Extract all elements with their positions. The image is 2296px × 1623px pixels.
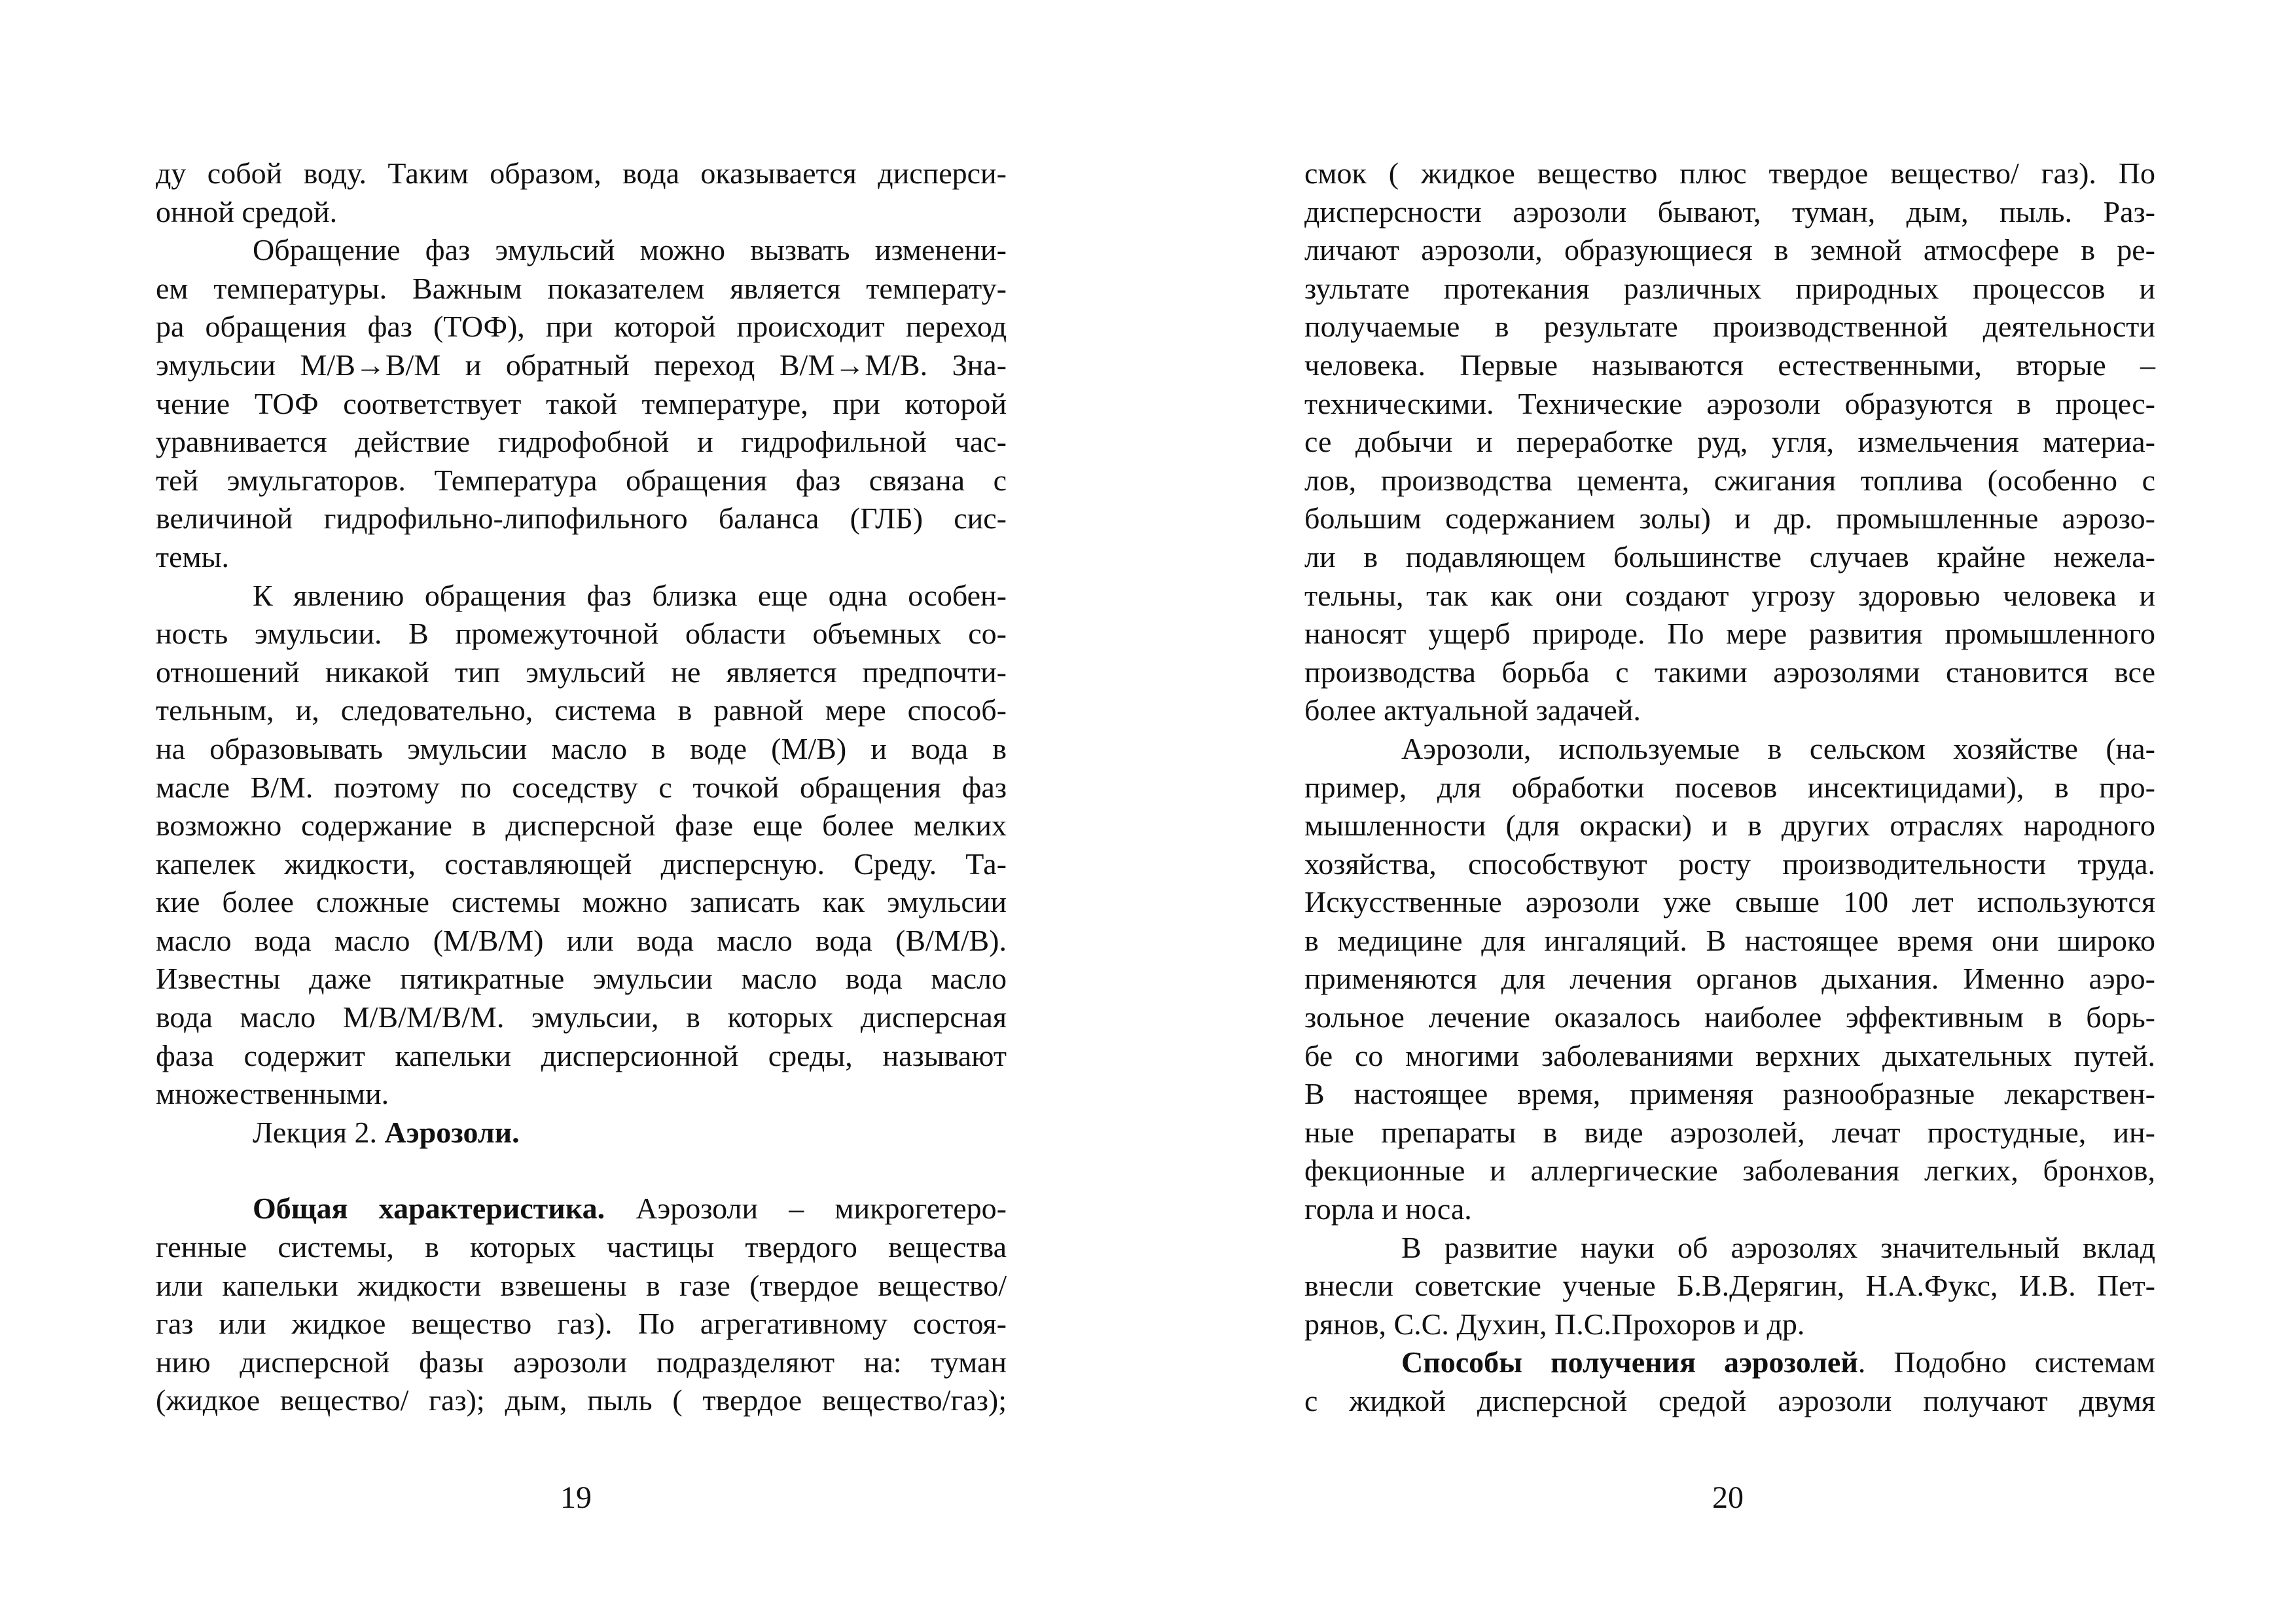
text-line: чение ТОФ соответствует такой температуре, при которой [156, 386, 1007, 420]
text-line: бе со многими заболеваниями верхних дыхательных путей. [1304, 1038, 2155, 1072]
text-line: онной средой. [156, 194, 338, 228]
text-line: ра обращения фаз (ТОФ), при которой происходит переход [156, 310, 1007, 344]
text-line: пример, для обработки посевов инсектицидами), в про- [1304, 770, 2155, 804]
text-line: техническими. Технические аэрозоли образуются в процес- [1304, 386, 2155, 420]
text-line: в медицине для ингаляций. В настоящее время они широко [1304, 923, 2155, 957]
text-line: отношений никакой тип эмульсий не является предпочти- [156, 655, 1007, 689]
text-line: ность эмульсии. В промежуточной области объемных со- [156, 617, 1007, 651]
text-line: масле В/М. поэтому по соседству с точкой обращения фаз [156, 770, 1007, 804]
text-line: применяются для лечения органов дыхания. Именно аэро- [1304, 962, 2155, 996]
text-line: фаза содержит капельки дисперсионной среды, называют [156, 1038, 1007, 1072]
text-line: производства борьба с такими аэрозолями становится все [1304, 655, 2155, 689]
text-line: В настоящее время, применяя разнообразные лекарствен- [1304, 1077, 2155, 1111]
right-page [1304, 155, 2155, 1421]
text-line: тельным, и, следовательно, система в равной мере способ- [156, 693, 1007, 727]
text-line: се добычи и переработке руд, угля, измельчения материа- [1304, 425, 2155, 459]
text-line: тельны, так как они создают угрозу здоровью человека и [1304, 578, 2155, 612]
text-line: тей эмульгаторов. Температура обращения фаз связана с [156, 463, 1007, 497]
section-title: Общая характеристика. [253, 1192, 605, 1226]
text-line: вода масло М/В/М/В/М. эмульсии, в которых дисперсная [156, 1000, 1007, 1034]
text-line: нию дисперсной фазы аэрозоли подразделяют на: туман [156, 1345, 1007, 1379]
text-line: темы. [156, 539, 230, 574]
page-number-right: 20 [1712, 1480, 1744, 1515]
text-line: В развитие науки об аэрозолях значительный вклад [1401, 1230, 2155, 1264]
text-line: фекционные и аллергические заболевания легких, бронхов, [1304, 1154, 2155, 1188]
text-line: (жидкое вещество/ газ); дым, пыль ( твердое вещество/газ); [156, 1383, 1007, 1417]
text-line: дисперсности аэрозоли бывают, туман, дым, пыль. Раз- [1304, 194, 2155, 228]
section-heading-line [1304, 1343, 2155, 1382]
text-line: Искусственные аэрозоли уже свыше 100 лет используются [1304, 885, 2155, 919]
text-line: зольное лечение оказалось наиболее эффективным в борь- [1304, 1000, 2155, 1034]
text-line: получаемые в результате производственной деятельности [1304, 310, 2155, 344]
text-line: смок ( жидкое вещество плюс твердое вещество/ газ). По [1304, 156, 2155, 190]
text-line: ду собой воду. Таким образом, вода оказывается дисперси- [156, 156, 1007, 190]
text-line: капелек жидкости, составляющей дисперсную. Среду. Та- [156, 847, 1007, 881]
text-line: генные системы, в которых частицы твердого вещества [156, 1230, 1007, 1264]
text-line: масло вода масло (М/В/М) или вода масло вода (В/М/В). [156, 923, 1007, 957]
text-line: рянов, С.С. Духин, П.С.Прохоров и др. [1304, 1307, 1805, 1341]
section-text: . Подобно системам [1857, 1345, 2155, 1379]
text-line: возможно содержание в дисперсной фазе еще более мелких [156, 809, 1007, 843]
section-title: Способы получения аэрозолей [1401, 1345, 1858, 1379]
lecture-heading [156, 1114, 1007, 1152]
text-line: с жидкой дисперсной средой аэрозоли получают двумя [1304, 1384, 2155, 1417]
text-line: Аэрозоли, используемые в сельском хозяйстве (на- [1401, 731, 2155, 765]
text-line: личают аэрозоли, образующиеся в земной атмосфере в ре- [1304, 233, 2155, 267]
page-number-left: 19 [560, 1480, 592, 1515]
text-line: кие более сложные системы можно записать как эмульсии [156, 885, 1007, 919]
lecture-title: Аэрозоли. [384, 1115, 520, 1149]
text-line: Известны даже пятикратные эмульсии масло вода масло [156, 962, 1007, 996]
text-line: большим содержанием золы) и др. промышленные аэрозо- [1304, 501, 2155, 536]
text-line: наносят ущерб природе. По мере развития промышленного [1304, 617, 2155, 651]
lecture-prefix: Лекция 2. [253, 1115, 385, 1149]
text-line: ные препараты в виде аэрозолей, лечат простудные, ин- [1304, 1115, 2155, 1149]
section-heading-line [156, 1190, 1007, 1228]
text-line: ем температуры. Важным показателем является температу- [156, 271, 1007, 305]
text-line: лов, производства цемента, сжигания топлива (особенно с [1304, 463, 2155, 497]
text-line: мышленности (для окраски) и в других отраслях народного [1304, 809, 2155, 843]
text-line: горла и носа. [1304, 1192, 1472, 1226]
text-line: ли в подавляющем большинстве случаев крайне нежела- [1304, 539, 2155, 574]
text-line: хозяйства, способствуют росту производительности труда. [1304, 847, 2155, 881]
text-line: или капельки жидкости взвешены в газе (твердое вещество/ [156, 1268, 1007, 1302]
section-text: Аэрозоли – микрогетеро- [605, 1192, 1007, 1226]
text-line: величиной гидрофильно-липофильного баланса (ГЛБ) сис- [156, 501, 1007, 536]
text-line: Обращение фаз эмульсий можно вызвать изменени- [253, 233, 1007, 267]
text-line: эмульсии М/В→В/М и обратный переход В/М→М/В. Зна- [156, 348, 1007, 382]
text-line: уравнивается действие гидрофобной и гидрофильной час- [156, 425, 1007, 459]
text-line: множественными. [156, 1077, 389, 1111]
text-line: на образовывать эмульсии масло в воде (М/В) и вода в [156, 731, 1007, 765]
text-line: газ или жидкое вещество газ). По агрегативному состоя- [156, 1307, 1007, 1341]
left-page [156, 155, 1007, 1420]
text-line: человека. Первые называются естественными, вторые – [1304, 348, 2155, 382]
text-line: зультате протекания различных природных процессов и [1304, 271, 2155, 305]
text-line: внесли советские ученые Б.В.Дерягин, Н.А.Фукс, И.В. Пет- [1304, 1269, 2155, 1303]
text-line: К явлению обращения фаз близка еще одна особен- [253, 578, 1007, 612]
text-line: более актуальной задачей. [1304, 693, 1641, 727]
